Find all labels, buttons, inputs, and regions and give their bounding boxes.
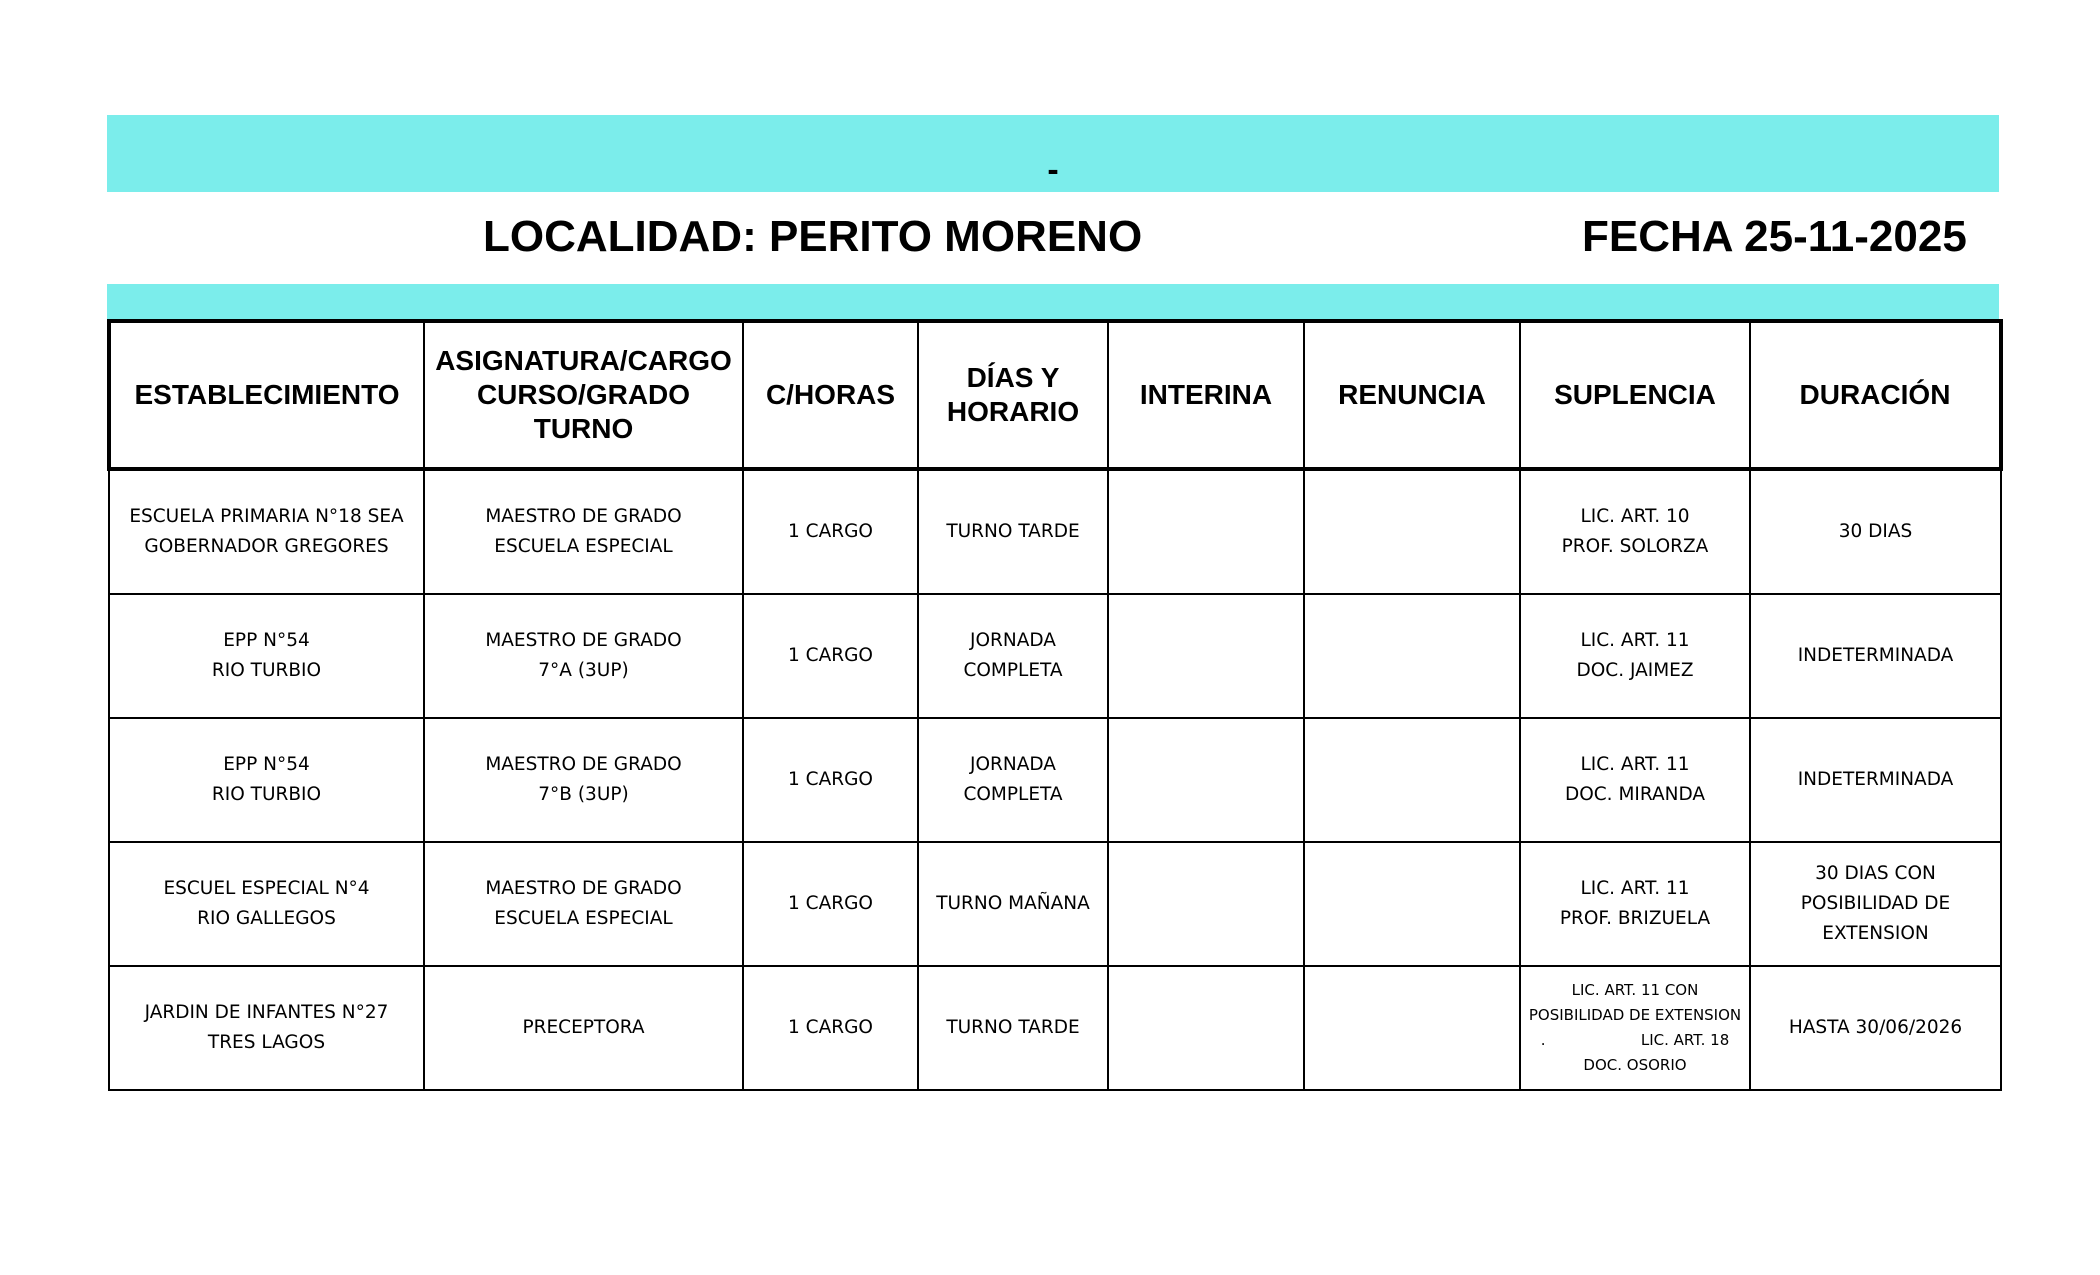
cell-text: 7°A (3UP): [538, 660, 629, 681]
cell-c-horas: [743, 966, 918, 1090]
cell-establecimiento: [109, 469, 424, 594]
cell-suplencia: [1520, 718, 1750, 842]
vacancies-table: [107, 319, 2003, 1091]
cell-text: GOBERNADOR GREGORES: [144, 536, 389, 557]
cell-text: JARDIN DE INFANTES N°27: [144, 1002, 389, 1023]
cell-text: RIO TURBIO: [211, 784, 322, 805]
cell-duracion: [1750, 469, 2001, 594]
table-row: [109, 469, 2001, 594]
cell-duracion: [1750, 966, 2001, 1090]
column-header-text: ESTABLECIMIENTO: [134, 379, 400, 410]
cell-text: PRECEPTORA: [522, 1017, 645, 1038]
cell-text: TRES LAGOS: [207, 1032, 326, 1053]
column-header-text: SUPLENCIA: [1554, 379, 1716, 410]
cell-asignatura: [424, 718, 743, 842]
cell-text: . LIC. ART. 18: [1540, 1031, 1730, 1049]
cell-text: ESCUELA ESPECIAL: [494, 536, 673, 557]
cell-renuncia: [1304, 966, 1520, 1090]
column-header-text: DURACIÓN: [1799, 379, 1951, 410]
cell-dias-horario: [918, 842, 1108, 966]
cell-text: PROF. BRIZUELA: [1559, 908, 1711, 929]
cell-c-horas: [743, 718, 918, 842]
cell-dias-horario: [918, 469, 1108, 594]
cell-text: RIO GALLEGOS: [197, 908, 336, 929]
cell-c-horas: [743, 469, 918, 594]
cell-text: PROF. SOLORZA: [1561, 536, 1709, 557]
cell-text: 1 CARGO: [788, 769, 873, 790]
cell-text: 7°B (3UP): [538, 784, 629, 805]
cell-text: DOC. MIRANDA: [1564, 784, 1706, 805]
column-header-text: HORARIO: [946, 396, 1080, 427]
cell-text: LIC. ART. 11: [1580, 878, 1690, 899]
table-row: [109, 842, 2001, 966]
cell-text: INDETERMINADA: [1797, 769, 1954, 790]
cell-text: EPP N°54: [223, 754, 310, 775]
cell-asignatura: [424, 966, 743, 1090]
cell-dias-horario: [918, 718, 1108, 842]
cell-text: MAESTRO DE GRADO: [485, 630, 682, 651]
cell-renuncia: [1304, 718, 1520, 842]
cell-interina: [1108, 842, 1304, 966]
cell-interina: [1108, 469, 1304, 594]
cell-c-horas: [743, 594, 918, 718]
cell-text: ESCUELA ESPECIAL: [494, 908, 673, 929]
table-row: [109, 594, 2001, 718]
cell-text: COMPLETA: [963, 784, 1063, 805]
cell-text: 1 CARGO: [788, 1017, 873, 1038]
cell-text: EPP N°54: [223, 630, 310, 651]
cell-text: 1 CARGO: [788, 893, 873, 914]
cell-duracion: [1750, 718, 2001, 842]
cell-text: EXTENSION: [1822, 923, 1929, 944]
cell-suplencia: [1520, 842, 1750, 966]
cell-text: LIC. ART. 11: [1580, 630, 1690, 651]
column-header-renuncia: [1304, 321, 1520, 469]
cell-text: HASTA 30/06/2026: [1788, 1017, 1963, 1038]
cell-text: POSIBILIDAD DE: [1800, 893, 1951, 914]
lower-color-band: [107, 284, 1999, 319]
table-row: [109, 718, 2001, 842]
cell-text: COMPLETA: [963, 660, 1063, 681]
cell-interina: [1108, 718, 1304, 842]
column-header-text: CURSO/GRADO TURNO: [476, 379, 691, 444]
column-header-suplencia: [1520, 321, 1750, 469]
cell-renuncia: [1304, 469, 1520, 594]
cell-text: LIC. ART. 11 CON: [1571, 981, 1699, 999]
cell-text: ESCUELA PRIMARIA N°18 SEA: [129, 506, 404, 527]
cell-dias-horario: [918, 966, 1108, 1090]
column-header-text: DÍAS Y: [966, 362, 1060, 393]
cell-dias-horario: [918, 594, 1108, 718]
fecha-title: FECHA 25-11-2025: [1582, 212, 1967, 261]
column-header-establecimiento: [109, 321, 424, 469]
cell-establecimiento: [109, 842, 424, 966]
column-header-dias-horario: [918, 321, 1108, 469]
cell-text: MAESTRO DE GRADO: [485, 878, 682, 899]
cell-text: ESCUEL ESPECIAL N°4: [163, 878, 370, 899]
localidad-title: LOCALIDAD: PERITO MORENO: [483, 212, 1143, 261]
cell-asignatura: [424, 469, 743, 594]
cell-renuncia: [1304, 842, 1520, 966]
column-header-text: C/HORAS: [765, 379, 896, 410]
cell-duracion: [1750, 594, 2001, 718]
table-header-row: [109, 321, 2001, 469]
cell-text: 30 DIAS: [1838, 521, 1913, 542]
cell-interina: [1108, 966, 1304, 1090]
cell-asignatura: [424, 594, 743, 718]
cell-text: INDETERMINADA: [1797, 645, 1954, 666]
cell-suplencia: [1520, 469, 1750, 594]
cell-establecimiento: [109, 594, 424, 718]
cell-suplencia: [1520, 594, 1750, 718]
cell-text: JORNADA: [970, 754, 1056, 775]
cell-interina: [1108, 594, 1304, 718]
column-header-text: INTERINA: [1139, 379, 1273, 410]
cell-text: POSIBILIDAD DE EXTENSION: [1528, 1006, 1742, 1024]
cell-text: DOC. OSORIO: [1583, 1056, 1687, 1074]
cell-duracion: [1750, 842, 2001, 966]
cell-text: 1 CARGO: [788, 645, 873, 666]
table-body: [109, 469, 2001, 1090]
column-header-c-horas: [743, 321, 918, 469]
cell-text: JORNADA: [970, 630, 1056, 651]
cell-text: TURNO TARDE: [946, 521, 1080, 542]
cell-establecimiento: [109, 718, 424, 842]
cell-text: RIO TURBIO: [211, 660, 322, 681]
cell-text: 1 CARGO: [788, 521, 873, 542]
cell-establecimiento: [109, 966, 424, 1090]
cell-text: MAESTRO DE GRADO: [485, 754, 682, 775]
cell-c-horas: [743, 842, 918, 966]
cell-text: 30 DIAS CON: [1815, 863, 1936, 884]
band-dash: -: [1047, 151, 1059, 189]
top-color-band: [107, 115, 1999, 192]
cell-text: TURNO MAÑANA: [936, 893, 1090, 914]
cell-text: LIC. ART. 10: [1580, 506, 1690, 527]
column-header-asignatura: [424, 321, 743, 469]
cell-text: DOC. JAIMEZ: [1576, 660, 1694, 681]
column-header-interina: [1108, 321, 1304, 469]
cell-text: TURNO TARDE: [946, 1017, 1080, 1038]
column-header-text: RENUNCIA: [1338, 379, 1486, 410]
cell-text: MAESTRO DE GRADO: [485, 506, 682, 527]
cell-text: LIC. ART. 11: [1580, 754, 1690, 775]
column-header-text: ASIGNATURA/CARGO: [435, 345, 732, 376]
cell-renuncia: [1304, 594, 1520, 718]
cell-suplencia: [1520, 966, 1750, 1090]
column-header-duracion: [1750, 321, 2001, 469]
table-row: [109, 966, 2001, 1090]
cell-asignatura: [424, 842, 743, 966]
